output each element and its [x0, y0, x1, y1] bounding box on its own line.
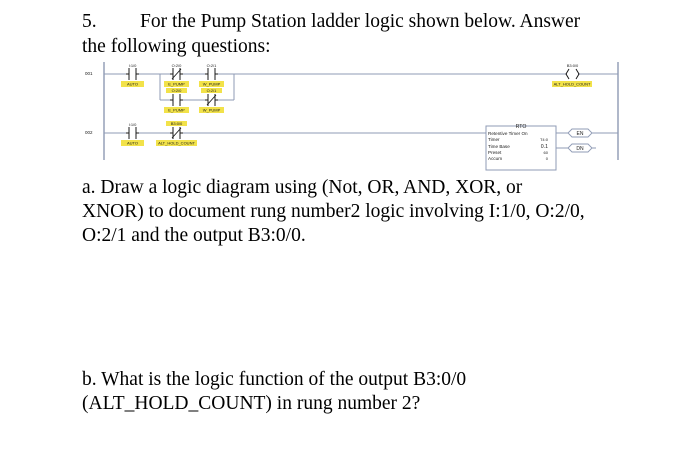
svg-text:O:2/1: O:2/1: [206, 63, 217, 68]
svg-text:ALT_HOLD_COUNT: ALT_HOLD_COUNT: [553, 81, 591, 87]
svg-text:B3:0/0: B3:0/0: [170, 121, 183, 126]
rung2-rto-block: [486, 124, 618, 170]
svg-text:O:2/0: O:2/0: [171, 88, 182, 93]
rto-title: RTO: [515, 124, 527, 130]
svg-text:E_PUMP: E_PUMP: [168, 81, 185, 87]
rto-description: Retentive Timer On: [488, 131, 528, 136]
svg-text:ALT_HOLD_COUNT: ALT_HOLD_COUNT: [158, 140, 195, 146]
question-part-b: [82, 368, 642, 416]
svg-text:W_PUMP: W_PUMP: [202, 81, 221, 87]
rung1-contact-w-pump: [199, 63, 224, 87]
svg-text:E_PUMP: E_PUMP: [168, 107, 185, 113]
svg-text:AUTO: AUTO: [126, 81, 139, 87]
rung2-number: 002: [85, 130, 93, 135]
part-a-line2: XNOR) to document rung number2 logic involving I:1/0, O:2/0,: [82, 201, 585, 222]
question-header-text: For the Pump Station ladder logic shown below. Answer: [140, 11, 581, 32]
svg-text:B3:0/0: B3:0/0: [566, 63, 579, 68]
part-a-line1: a. Draw a logic diagram using (Not, OR, AND, XOR, or: [82, 177, 523, 198]
svg-text:W_PUMP: W_PUMP: [202, 107, 221, 113]
rto-dn-label: DN: [576, 146, 584, 152]
rung1-contact-e-pump: [164, 63, 189, 87]
rung1-number: 001: [85, 71, 93, 76]
svg-text:I:1/0: I:1/0: [128, 122, 137, 127]
rung2-contact-auto: [121, 122, 144, 146]
svg-text:Time Base: Time Base: [488, 144, 510, 149]
rto-en-label: EN: [576, 131, 584, 137]
svg-text:0.1: 0.1: [540, 144, 548, 150]
part-b-line1: b. What is the logic function of the output B3:0/0: [82, 369, 467, 390]
svg-text:I:1/0: I:1/0: [128, 63, 137, 68]
svg-text:Accum: Accum: [488, 156, 503, 161]
rung1-output-coil: [552, 63, 592, 87]
svg-text:AUTO: AUTO: [126, 140, 139, 146]
svg-text:O:2/0: O:2/0: [171, 63, 182, 68]
svg-text:Preset: Preset: [488, 150, 502, 155]
svg-text:O:2/1: O:2/1: [206, 88, 217, 93]
part-a-line3: O:2/1 and the output B3:0/0.: [82, 225, 306, 246]
svg-text:60: 60: [543, 150, 548, 155]
part-b-line2: (ALT_HOLD_COUNT) in rung number 2?: [82, 393, 421, 414]
rung1-contact-auto: [121, 63, 144, 87]
ladder-diagram: [82, 58, 622, 188]
svg-text:Timer: Timer: [488, 137, 500, 142]
question-number: 5.: [82, 11, 97, 32]
svg-text:0: 0: [545, 156, 548, 161]
question-header: [82, 9, 580, 34]
svg-text:T4:0: T4:0: [539, 137, 548, 142]
question-part-a: [82, 176, 642, 248]
question-header-line2: the following questions:: [82, 36, 271, 57]
